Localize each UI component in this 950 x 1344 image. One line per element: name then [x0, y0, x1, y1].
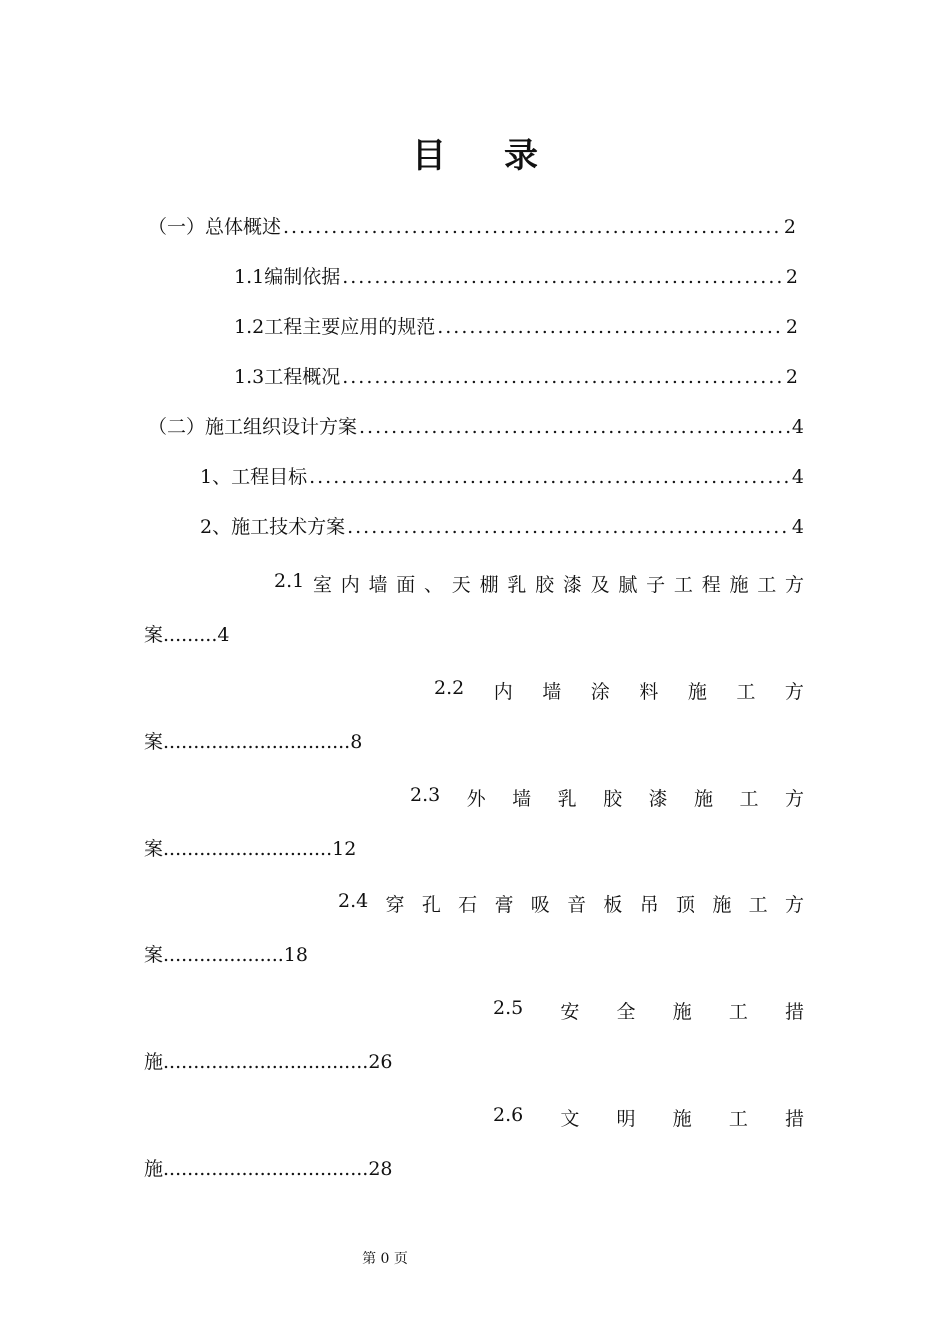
toc-entry-justified[interactable] [338, 890, 804, 917]
toc-entry-char: 外 [466, 788, 486, 810]
toc-entry-number: 2.4 [338, 890, 369, 912]
toc-entry[interactable] [148, 412, 804, 439]
toc-entry-char: 乳 [507, 574, 527, 596]
toc-entry-char: 料 [639, 681, 659, 703]
toc-entry-char: 腻 [618, 574, 638, 596]
toc-entry-char: 吸 [530, 894, 550, 916]
toc-entry-number: 2.3 [410, 784, 441, 806]
toc-entry-justified[interactable] [434, 677, 804, 704]
toc-entry-char: 孔 [421, 894, 441, 916]
toc-entry-char: 施 [672, 1001, 692, 1023]
page-number-footer: 第 0 页 [362, 1251, 408, 1267]
toc-entry-char: 方 [784, 788, 804, 810]
toc-entry-tail[interactable]: 案.........4 [144, 624, 230, 646]
toc-entry-char: 胶 [535, 574, 555, 596]
toc-entry-char: 内 [340, 574, 360, 596]
toc-entry-char: 工 [757, 574, 777, 596]
toc-entry-char: 方 [784, 894, 804, 916]
toc-entry-char: 天 [451, 574, 471, 596]
toc-entry-label: （一）总体概述 [148, 216, 282, 238]
toc-entry-char: 施 [694, 788, 714, 810]
toc-entry-label: 1.1编制依据 [234, 266, 341, 288]
toc-title-char: 目 [412, 136, 446, 176]
toc-entry-char: 工 [673, 574, 693, 596]
toc-entry-char: 面 [396, 574, 416, 596]
toc-entry-char: 子 [646, 574, 666, 596]
dot-leader [342, 366, 784, 388]
toc-entry-label: 1.3工程概况 [234, 366, 341, 388]
toc-entry-justified[interactable] [274, 570, 804, 597]
toc-entry-page: 4 [791, 516, 804, 538]
toc-entry-char: 板 [603, 894, 623, 916]
dot-leader [437, 316, 784, 338]
toc-entry-tail[interactable]: 案...............................8 [144, 731, 363, 753]
toc-entry-char: 、 [424, 574, 444, 596]
toc-entry-label: 2、施工技术方案 [200, 516, 346, 538]
toc-entry-label: 1、工程目标 [200, 466, 308, 488]
dot-leader [342, 266, 784, 288]
toc-entry-char: 穿 [385, 894, 405, 916]
toc-entry[interactable] [148, 212, 796, 239]
toc-entry-char: 内 [493, 681, 513, 703]
toc-title-char: 录 [504, 136, 538, 176]
toc-entry-number: 2.2 [434, 677, 465, 699]
toc-entry-char: 石 [458, 894, 478, 916]
toc-entry-char: 工 [739, 788, 759, 810]
toc-entry-page: 2 [785, 316, 798, 338]
toc-entry-number: 2.6 [493, 1104, 524, 1126]
toc-entry-char: 胶 [603, 788, 623, 810]
toc-entry-char: 工 [736, 681, 756, 703]
toc-entry-char: 吊 [639, 894, 659, 916]
toc-entry-char: 顶 [676, 894, 696, 916]
toc-entry-number: 2.1 [274, 570, 305, 592]
toc-entry-char: 措 [784, 1001, 804, 1023]
toc-entry-char: 程 [701, 574, 721, 596]
toc-entry-justified[interactable] [493, 1104, 804, 1131]
dot-leader [347, 516, 790, 538]
toc-entry[interactable] [234, 262, 798, 289]
toc-entry-char: 工 [728, 1108, 748, 1130]
toc-entry[interactable] [234, 362, 798, 389]
toc-entry-char: 施 [712, 894, 732, 916]
toc-entry-char: 棚 [479, 574, 499, 596]
toc-entry-char: 施 [672, 1108, 692, 1130]
toc-entry-char: 方 [784, 681, 804, 703]
toc-entry[interactable] [200, 462, 804, 489]
toc-entry-char: 安 [560, 1001, 580, 1023]
toc-entry-char: 墙 [542, 681, 562, 703]
toc-entry-char: 工 [748, 894, 768, 916]
toc-entry-char: 墙 [368, 574, 388, 596]
toc-entry-char: 膏 [494, 894, 514, 916]
dot-leader [283, 216, 782, 238]
toc-entry-tail[interactable]: 施..................................28 [144, 1158, 393, 1180]
toc-entry-char: 施 [687, 681, 707, 703]
toc-entry-char: 明 [616, 1108, 636, 1130]
toc-entry-tail[interactable]: 施..................................26 [144, 1051, 393, 1073]
toc-entry-page: 2 [783, 216, 796, 238]
toc-entry-number: 2.5 [493, 997, 524, 1019]
toc-entry-char: 乳 [557, 788, 577, 810]
toc-entry-char: 全 [616, 1001, 636, 1023]
toc-entry-char: 工 [728, 1001, 748, 1023]
toc-entry-char: 施 [729, 574, 749, 596]
toc-entry-page: 2 [785, 366, 798, 388]
toc-title [0, 128, 950, 177]
toc-entry-char: 方 [784, 574, 804, 596]
toc-entry[interactable] [200, 512, 804, 539]
toc-entry-label: （二）施工组织设计方案 [148, 416, 358, 438]
toc-entry-char: 及 [590, 574, 610, 596]
toc-entry-char: 室 [312, 574, 332, 596]
toc-entry-justified[interactable] [493, 997, 804, 1024]
dot-leader [309, 466, 790, 488]
toc-entry-char: 音 [567, 894, 587, 916]
toc-entry-char: 涂 [590, 681, 610, 703]
toc-entry-char: 措 [784, 1108, 804, 1130]
toc-entry-tail[interactable]: 案............................12 [144, 838, 357, 860]
toc-entry-label: 1.2工程主要应用的规范 [234, 316, 436, 338]
toc-entry-char: 漆 [648, 788, 668, 810]
toc-entry-char: 墙 [512, 788, 532, 810]
toc-entry[interactable] [234, 312, 798, 339]
toc-entry-page: 4 [791, 466, 804, 488]
toc-entry-char: 漆 [562, 574, 582, 596]
toc-entry-justified[interactable] [410, 784, 804, 811]
dot-leader [359, 416, 790, 438]
toc-entry-page: 4 [791, 416, 804, 438]
toc-entry-page: 2 [785, 266, 798, 288]
toc-entry-char: 文 [560, 1108, 580, 1130]
toc-entry-tail[interactable]: 案....................18 [144, 944, 308, 966]
